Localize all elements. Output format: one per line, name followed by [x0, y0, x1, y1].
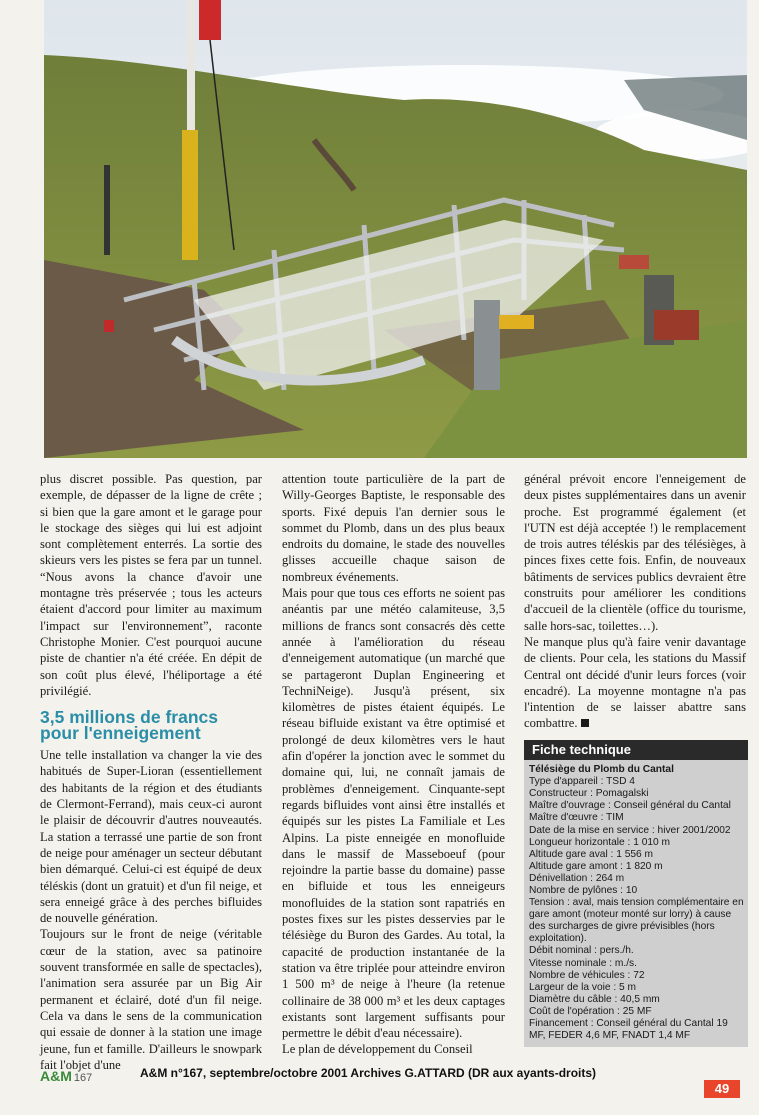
fiche-line: Longueur horizontale : 1 010 m	[529, 836, 671, 848]
construction-photo	[44, 0, 747, 458]
fiche-line: Tension : aval, mais tension complémentaire en gare amont (moteur monté sur lorry) à cause des surcharges de givre prévisibles (hors exploitation).	[529, 897, 744, 945]
fiche-line: Diamètre du câble : 40,5 mm	[529, 993, 660, 1005]
col2-paragraph-3: Le plan de développement du Conseil	[282, 1042, 473, 1057]
col1-paragraph-3: Toujours sur le front de neige (véritable cœur de la station, avec sa patinoire souvent transformée en salle de spectacles), l'animation sera assurée par un Big Air permanent et éclairé, doté d'un fil neige. Cela va dans le sens de la communication qui essaie de donner à la station une image jeune, fun et famille. D'ailleurs le snowpark fait l'objet d'une	[40, 927, 262, 1072]
fiche-line: Nombre de pylônes : 10	[529, 884, 638, 896]
col3-paragraph-2	[524, 634, 746, 732]
end-mark-icon	[581, 719, 589, 727]
fiche-line: Nombre de véhicules : 72	[529, 969, 645, 981]
fiche-technique-box	[524, 760, 748, 1047]
fiche-line: Type d'appareil : TSD 4	[529, 776, 635, 788]
fiche-line: Constructeur : Pomagalski	[529, 788, 649, 800]
section-heading-line-1: 3,5 millions de francs	[40, 707, 218, 728]
magazine-logo	[40, 1068, 92, 1084]
col3-paragraph-1: général prévoit encore l'enneigement de deux pistes supplémentaires dans un avenir proche. Est programmé également (et l'UTN est déjà acceptée !) le remplacement de trois autres téléskis par des télésièges, à pinces fixes cette fois. Enfin, de nouveaux bâtiments de services publics devraient être construits pour améliorer les conditions d'accueil de la clientèle (office du tourisme, salle hors-sac, toilettes…).	[524, 472, 746, 633]
fiche-line: Maître d'œuvre : TIM	[529, 812, 624, 824]
fiche-line: Dénivellation : 264 m	[529, 872, 625, 884]
col1-paragraph-2: Une telle installation va changer la vie des habitués de Super-Lioran (essentiellement des habitants de la région et des étudiants de Clermont-Ferrand), mais ceux-ci auront le plaisir de découvrir d'autres nouveautés. La station a terrassé une partie de son front de neige pour aménager un secteur débutant bien démarqué. Celui-ci est équipé de deux téléskis (dont un gratuit) et d'un fil neige, et sera enneigé grâce à des perches bifluides de nouvelle génération.	[40, 748, 262, 926]
fiche-line: Altitude gare amont : 1 820 m	[529, 860, 663, 872]
section-heading-line-2: pour l'enneigement	[40, 723, 201, 744]
col1-paragraph-1: plus discret possible. Pas question, par exemple, de dépasser de la ligne de crête ; si bien que la gare amont et le garage pour le stockage des sièges qui lui est adjoint sont complètement enterrés. La sortie des skieurs vers les pistes se fera par un tunnel. “Nous avons la chance d'avoir une montagne très préservée ; tous les acteurs étaient d'accord pour limiter au maximum l'impact sur l'environnement”, raconte Christophe Monier. C'est pourquoi aucune piste de chantier n'a été créée. En dépit de son coût plus élevé, l'héliportage a été privilégié.	[40, 472, 262, 698]
section-heading	[40, 707, 262, 744]
fiche-line: Coût de l'opération : 25 MF	[529, 1005, 652, 1017]
credit-line: A&M n°167, septembre/octobre 2001 Archives G.ATTARD (DR aux ayants-droits)	[140, 1066, 597, 1080]
col3-paragraph-2-text: Ne manque plus qu'à faire venir davantage de clients. Pour cela, les stations du Massif Central ont décidé d'unir leurs forces (voir encadré). La moyenne montagne n'a pas l'intention de se laisser abattre sans combattre.	[524, 634, 746, 731]
fiche-line: Débit nominal : pers./h.	[529, 945, 634, 957]
issue-number: 167	[73, 1072, 93, 1084]
fiche-technique-header: Fiche technique	[524, 740, 748, 760]
logo-text: A&M	[40, 1068, 72, 1084]
col2-paragraph-1: attention toute particulière de la part de Willy-Georges Baptiste, le responsable des sports. Fixé depuis l'an dernier sous le sommet du Plomb, dans un des plus beaux endroits du domaine, le stade des nouvelles glisses accueille chaque saison de nombreux événements.	[282, 472, 505, 584]
fiche-line: Largeur de la voie : 5 m	[529, 981, 637, 993]
fiche-line: Vitesse nominale : m./s.	[529, 957, 637, 969]
fiche-line: Date de la mise en service : hiver 2001/2002	[529, 824, 731, 836]
fiche-line: Financement : Conseil général du Cantal 19 MF, FEDER 4,6 MF, FNADT 1,4 MF	[529, 1018, 728, 1042]
fiche-line: Maître d'ouvrage : Conseil général du Cantal	[529, 800, 731, 812]
page-number: 49	[704, 1080, 740, 1098]
column-2	[282, 471, 505, 1058]
column-1	[40, 471, 262, 1073]
fiche-line: Altitude gare aval : 1 556 m	[529, 848, 654, 860]
fiche-title: Télésiège du Plomb du Cantal	[529, 764, 674, 776]
column-3	[524, 471, 746, 1047]
col2-paragraph-2: Mais pour que tous ces efforts ne soient pas anéantis par une météo calamiteuse, 3,5 millions de francs sont consacrés dès cette année à l'amélioration du réseau d'enneigement automatique (un marché que se partageront Duplan Engineering et TechniNeige). Jusqu'à présent, six kilomètres de pistes étaient équipés. Le réseau bifluide existant va être optimisé et prolongé de deux kilomètres vers le haut afin d'opérer la jonction avec le sommet du domaine qui, lui, ne connaît jamais de problèmes d'enneigement. Cinquante-sept regards bifluides vont ainsi être installés et équipés sur les pistes La Familiale et Les Alpins. La piste enneigée en monofluide dans le massif de Masseboeuf (pour rejoindre la partie basse du domaine) passe en bifluide et tous les enneigeurs monofluides de la station sont rapatriés en postes fixes sur les pistes desservies par le télésiège du Buron des Gardes. Au total, la capacité de production instantanée de la station va être triplée pour atteindre environ 1 500 m³ de neige à l'heure (la retenue collinaire de 38 000 m³ et les deux captages existants sont largement suffisants pour permettre le débit d'eau nécessaire).	[282, 586, 505, 1041]
